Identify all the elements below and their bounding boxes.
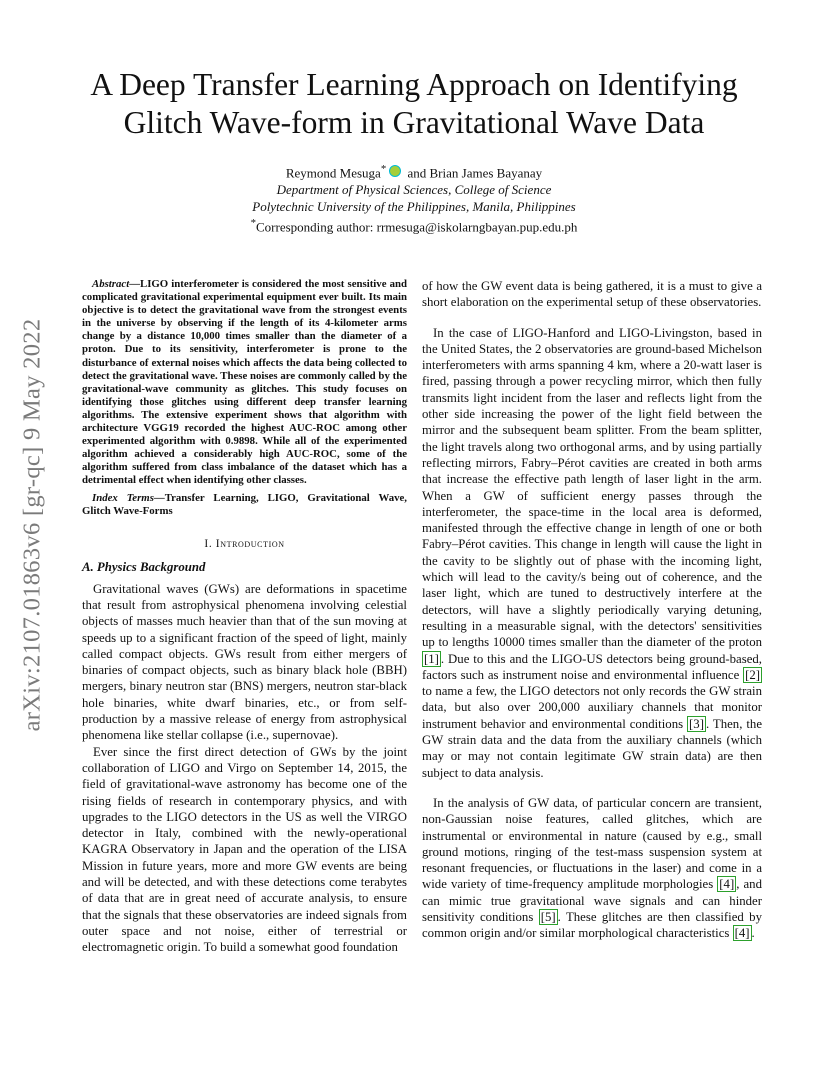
paper-title [40,66,788,142]
ligo-setup-text-a: In the case of LIGO-Hanford and LIGO-Livingston, based in the United States, the 2 observatories are ground-based Michelson interferometers with arms spanning 4 km, where a 20-watt laser is fired, passing through a power recycling mirror, which then fully transmits light incident from the laser and reflects light from the other side increasing the power of the light field between the mirror and the subsequent beam splitter. From the beam splitter, the light travels along two orthogonal arms, and by using partially reflecting mirrors, Fabry–Pérot cavities are created in both arms that increase the effective path length of laser light in the arm. When a GW of sufficient energy passes through the interferometer, the space-time in the local area is deformed, manifested through the effective change in length of one or both Fabry–Pérot cavities. This change in length will cause the light in the cavity to be slightly out of phase with the incoming light, which will lead to the cavity/s being out of coherence, and the laser light, which are tuned to destructively interfere at the detectors, will have a slightly periodically varying detuning, resulting in a measurable signal, with the detectors' sensitivities up to lengths 10000 times smaller than the diameter of the proton [422,325,762,650]
citation-link-2[interactable]: [2] [745,667,760,682]
author-1-mark: * [380,163,387,175]
title-line-1: A Deep Transfer Learning Approach on Identifying [90,67,738,102]
ligo-setup-text-c: to name a few, the LIGO detectors not only records the GW strain data, but also over 200,000 auxiliary channels that monitor instrument behavior and environmental conditions [422,684,762,731]
title-line-2: Glitch Wave-form in Gravitational Wave Data [123,105,705,140]
section-name: Introduction [215,537,285,550]
orcid-icon[interactable] [389,165,401,177]
paragraph-glitches [422,795,762,942]
citation-link-4[interactable]: [4] [719,877,735,892]
abstract-text: —LIGO interferometer is considered the most sensitive and complicated gravitational experimental equipment ever built. Its main objective is to detect the gravitational wave from the strongest events in the universe by observing if the length of its 4-kilometer arms change by a distance 10,000 times smaller than the diameter of a proton. Due to its sensitivity, interferometer is prone to the disturbance of external noises which affects the data being collected to detect the gravitational wave. These noises are commonly called by the gravitational-wave community as glitches. This study focuses on identifying those glitches using different deep transfer learning algorithms. The extensive experiment shows that algorithm with architecture VGG19 recorded the highest AUC-ROC among other experimented algorithm with 0.9898. While all of the experimented algorithm achieved a considerably high AUC-ROC, some of the algorithm suffered from class imbalance of the dataset which has a detrimental effect when identifying other classes. [82,278,407,487]
section-number: I. [204,537,216,550]
glitches-text-c: . These glitches are then classified by common origin and/or similar morphological characteristics [422,909,762,941]
citation-link-1[interactable]: [1] [424,651,439,666]
university: Polytechnic University of the Philippines, Manila, Philippines [252,199,576,215]
corr-mark: * [250,217,257,230]
abstract-lead: Abstract [92,278,130,290]
glitches-text-d: . [751,926,755,941]
section-heading-introduction [82,538,407,550]
glitches-text-a: In the analysis of GW data, of particular concern are transient, non-Gaussian noise features, called glitches, which are instrumental or environmental in nature (caused by e.g., small ground motions, ringing of the test-mass suspension system at resonant frequencies, or fluctuations in the laser) and come in a wide variety of time-frequency amplitude morphologies [422,795,762,892]
paragraph-detection-history: Ever since the first direct detection of GWs by the joint collaboration of LIGO and Virgo on September 14, 2015, the field of gravitational-wave astronomy has become one of the rising fields of research in contemporary physics, and with upgrades to the LIGO detectors in the US as well the VIRGO detector in Italy, combined with the newly-operational KAGRA Observatory in Japan and the operation of the LISA Mission in future years, more and more GW events are being and will be detected, and with these detections come terabytes of data that are in great need of accurate analysis, to ensure that the signals that these observatories are indeed signals from outer space and not noise, either of terrestrial or electromagnetic origin. To build a somewhat good foundation [82,744,407,955]
index-terms-text: —Transfer Learning, LIGO, Gravitational Wave, Glitch Wave-Forms [82,491,407,517]
arxiv-identifier-text: arXiv:2107.01863v6 [gr-qc] 9 May 2022 [18,318,45,732]
paragraph-gw-definition: Gravitational waves (GWs) are deformations in spacetime that result from astrophysical phenomena involving celestial objects of masses much heavier than that of the sun moving at speeds up to a significant fraction of the speed of light, mainly called compact objects. GWs result from either mergers of binaries of compact objects, such as binary black hole (BBH) mergers, binary neutron star (BNS) mergers, neutron star-black hole binaries, white dwarf binaries, etc., or from self-production by a massive release of energy from astrophysical phenomena like stellar collapse (i.e., supernovae). [82,581,407,743]
index-terms-lead: Index Terms [92,491,154,504]
citation-link-3[interactable]: [3] [689,716,704,731]
arxiv-identifier [2,290,62,760]
corresponding-author [40,215,788,235]
author-1: Reymond Mesuga [285,165,381,181]
abstract [82,278,407,488]
ligo-setup-text-b: . Due to this and the LIGO-US detectors being ground-based, factors such as instrument noise and environmental influence [422,651,762,682]
citation-link-5[interactable]: [5] [540,909,556,924]
paragraph-ligo-setup [422,325,762,781]
author-names [40,161,788,181]
corresponding-email: Corresponding author: rrmesuga@iskolarngbayan.pup.edu.ph [256,219,578,235]
paragraph-continuation: of how the GW event data is being gathered, it is a must to give a short elaboration on the experimental setup of these observatories. [422,279,762,310]
right-column [422,278,762,942]
left-column [82,278,407,956]
subsection-heading-physics: A. Physics Background [82,559,206,574]
index-terms [82,492,407,518]
glitches-text-b: , and can mimic true gravitational wave signals and can hinder sensitivity conditions [422,877,762,924]
citation-link-4b[interactable]: [4] [734,926,750,941]
department: Department of Physical Sciences, College of Science [276,182,552,198]
author-2: and Brian James Bayanay [404,165,543,181]
ligo-setup-text-d: . Then, the GW strain data and the data from the auxiliary channels (which may or may not contain legitimate GW strain data) are then subject to data analysis. [422,716,762,780]
author-block [40,161,788,236]
